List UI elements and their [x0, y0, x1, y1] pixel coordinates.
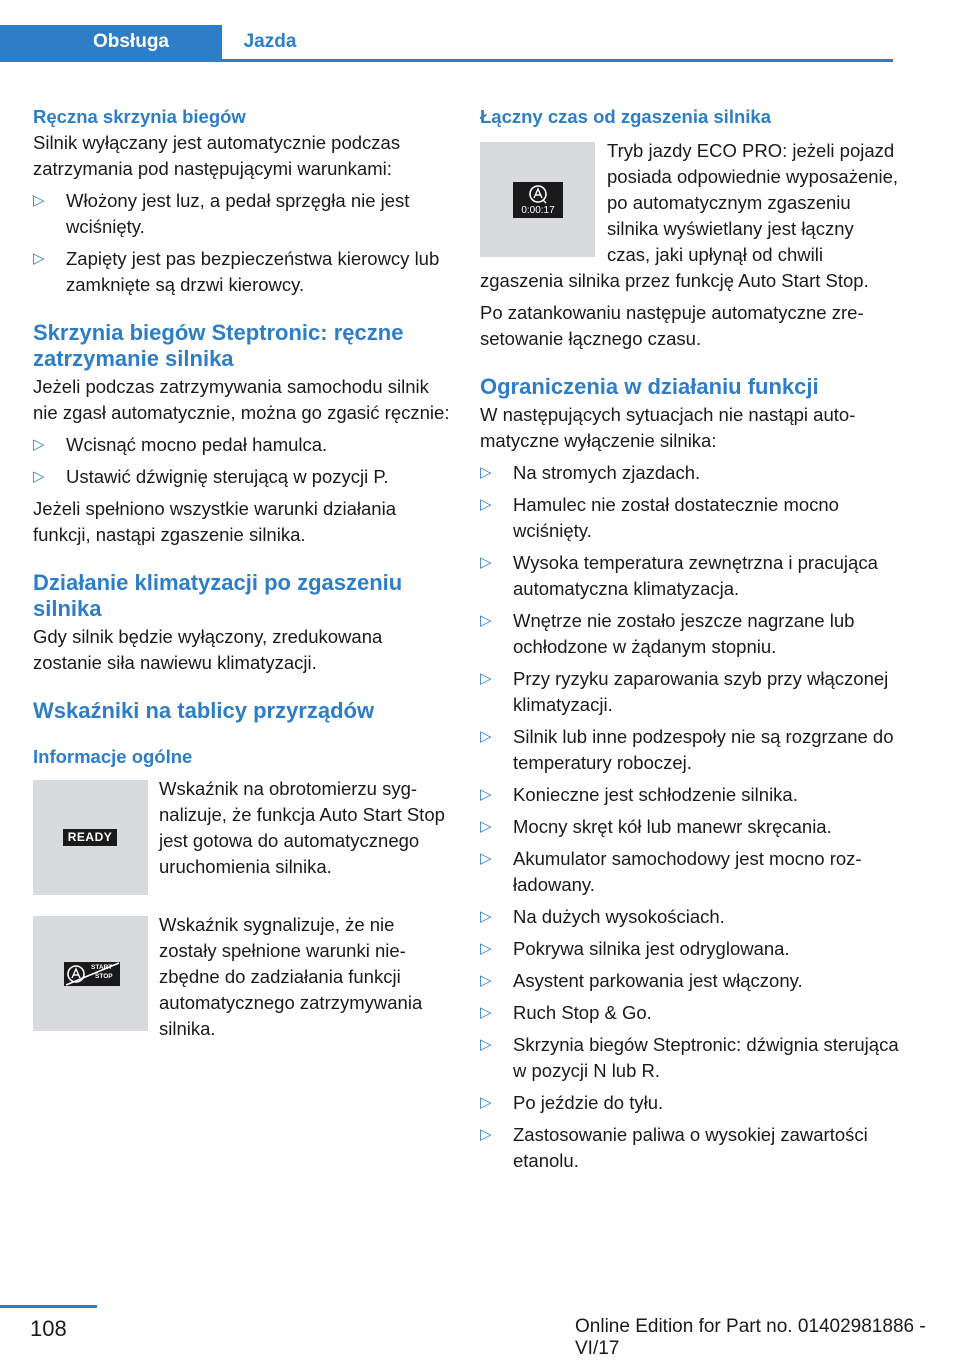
- list-item: ▷ Włożony jest luz, a pedał sprzęgła nie jest wciśnięty.: [33, 190, 410, 237]
- ready-indicator-figure: [33, 780, 148, 895]
- list-item: ▷ Wnętrze nie zostało jeszcze nagrzane lub ochłodzone w żądanym stopniu.: [480, 610, 855, 657]
- list-item: ▷ Skrzynia biegów Steptronic: dźwignia sterująca w pozycji N lub R.: [480, 1034, 899, 1081]
- triangle-right-icon: ▷: [480, 1036, 492, 1053]
- startstop-label-start: START: [91, 964, 113, 971]
- list-item: ▷ Akumulator samochodowy jest mocno rozładowany.: [480, 848, 862, 895]
- left-column: [33, 100, 453, 1060]
- steptronic-after-text: Jeżeli spełniono wszystkie warunki działania funkcji, nastąpi zgaszenie silnika.: [33, 498, 396, 545]
- limits-text: W następujących sytuacjach nie nastąpi automatyczne wyłączenie silnika:: [480, 404, 856, 451]
- right-column: [480, 100, 900, 1180]
- steptronic-list: [33, 432, 453, 490]
- ready-indicator-label: READY: [63, 829, 117, 846]
- triangle-right-icon: ▷: [33, 250, 45, 267]
- triangle-right-icon: ▷: [480, 728, 492, 745]
- steptronic-heading: Skrzynia biegów Steptronic: ręczne zatrzymanie silnika: [33, 320, 404, 371]
- triangle-right-icon: ▷: [480, 612, 492, 629]
- limits-list: [480, 460, 900, 1174]
- edition-note: Online Edition for Part no. 01402981886 - VI/17: [575, 1316, 926, 1359]
- timer-value: 0:00:17: [521, 205, 555, 216]
- tab-jazda[interactable]: Jazda: [243, 31, 297, 52]
- total-time-heading: Łączny czas od zgaszenia silnika: [480, 106, 771, 127]
- list-item: ▷ Przy ryzyku zaparowania szyb przy włączonej klimatyzacji.: [480, 668, 889, 715]
- manual-gearbox-text: Silnik wyłączany jest automatycznie podczas zatrzymania pod następującymi warunkami:: [33, 132, 401, 179]
- climate-text: Gdy silnik będzie wyłączony, zredukowana zostanie siła nawiewu klimatyzacji.: [33, 626, 383, 673]
- startstop-indicator-figure: [33, 916, 148, 1031]
- startstop-indicator-text: Wskaźnik sygnalizuje, że nie zostały spełnione warunki niezbędne do zadziałania funkcji automatycznego zatrzymywania silnika.: [159, 914, 423, 1039]
- steptronic-text: Jeżeli podczas zatrzymywania samochodu silnik nie zgasł automatycznie, można go zgasić ręcznie:: [33, 376, 450, 423]
- list-item: ▷ Silnik lub inne podzespoły nie są rozgrzane do temperatury roboczej.: [480, 726, 894, 773]
- list-item: ▷ Po jeździe do tyłu.: [480, 1090, 900, 1116]
- indicators-heading: Wskaźniki na tablicy przyrządów: [33, 698, 375, 723]
- startstop-label-stop: STOP: [95, 973, 113, 980]
- list-item: ▷ Ruch Stop & Go.: [480, 1000, 900, 1026]
- list-item: ▷ Pokrywa silnika jest odryglowana.: [480, 936, 900, 962]
- ready-indicator-block: [33, 776, 453, 894]
- auto-start-stop-icon: [33, 916, 148, 1031]
- triangle-right-icon: ▷: [480, 940, 492, 957]
- triangle-right-icon: ▷: [480, 1004, 492, 1021]
- startstop-indicator-block: [33, 912, 453, 1042]
- chapter-header: [0, 25, 893, 62]
- total-time-text: Tryb jazdy ECO PRO: jeżeli pojazd posiada odpowiednie wyposażenie, po automatycznym zgaszeniu silnika wyświetlany jest łączny czas, jaki upłynął od chwili zgaszenia silnika przez funkcję Auto Start Stop.: [480, 140, 899, 291]
- list-item: ▷ Na stromych zjazdach.: [480, 460, 900, 486]
- list-item: ▷ Ustawić dźwignię sterującą w pozycji P.: [33, 464, 453, 490]
- triangle-right-icon: ▷: [33, 468, 45, 485]
- reset-text: Po zatankowaniu następuje automatyczne zresetowanie łącznego czasu.: [480, 302, 864, 349]
- triangle-right-icon: ▷: [480, 464, 492, 481]
- triangle-right-icon: ▷: [480, 850, 492, 867]
- timer-figure: [480, 142, 595, 257]
- triangle-right-icon: ▷: [480, 908, 492, 925]
- triangle-right-icon: ▷: [480, 670, 492, 687]
- manual-gearbox-heading: Ręczna skrzynia biegów: [33, 106, 246, 127]
- manual-gearbox-list: [33, 188, 453, 298]
- list-item: ▷ Asystent parkowania jest włączony.: [480, 968, 900, 994]
- triangle-right-icon: ▷: [480, 972, 492, 989]
- list-item: ▷ Mocny skręt kół lub manewr skręcania.: [480, 814, 900, 840]
- triangle-right-icon: ▷: [480, 1126, 492, 1143]
- limits-heading: Ograniczenia w działaniu funkcji: [480, 374, 819, 399]
- triangle-right-icon: ▷: [33, 436, 45, 453]
- list-item: ▷ Wcisnąć mocno pedał hamulca.: [33, 432, 453, 458]
- list-item: ▷ Konieczne jest schłodzenie silnika.: [480, 782, 900, 808]
- ready-indicator-text: Wskaźnik na obrotomierzu sygnalizuje, że funkcja Auto Start Stop jest gotowa do automatycznego uruchomienia silnika.: [159, 778, 445, 877]
- footer-rule: [0, 1305, 97, 1308]
- list-item: ▷ Hamulec nie został dostatecznie mocno wciśnięty.: [480, 494, 839, 541]
- triangle-right-icon: ▷: [480, 1094, 492, 1111]
- triangle-right-icon: ▷: [33, 192, 45, 209]
- total-time-block: [480, 138, 900, 294]
- page-number: 108: [30, 1316, 67, 1341]
- list-item: ▷ Na dużych wysokościach.: [480, 904, 900, 930]
- triangle-right-icon: ▷: [480, 786, 492, 803]
- triangle-right-icon: ▷: [480, 554, 492, 571]
- tab-obsluga[interactable]: Obsługa: [0, 25, 222, 59]
- auto-start-stop-icon: [480, 142, 595, 257]
- general-info-heading: Informacje ogólne: [33, 746, 193, 767]
- list-item: ▷ Zapięty jest pas bezpieczeństwa kierowcy lub zamknięte są drzwi kierowcy.: [33, 248, 440, 295]
- climate-heading: Działanie klimatyzacji po zgaszeniu silnika: [33, 570, 403, 621]
- list-item: ▷ Zastosowanie paliwa o wysokiej zawartości etanolu.: [480, 1124, 868, 1171]
- triangle-right-icon: ▷: [480, 496, 492, 513]
- triangle-right-icon: ▷: [480, 818, 492, 835]
- list-item: ▷ Wysoka temperatura zewnętrzna i pracująca automatyczna klimatyzacja.: [480, 552, 878, 599]
